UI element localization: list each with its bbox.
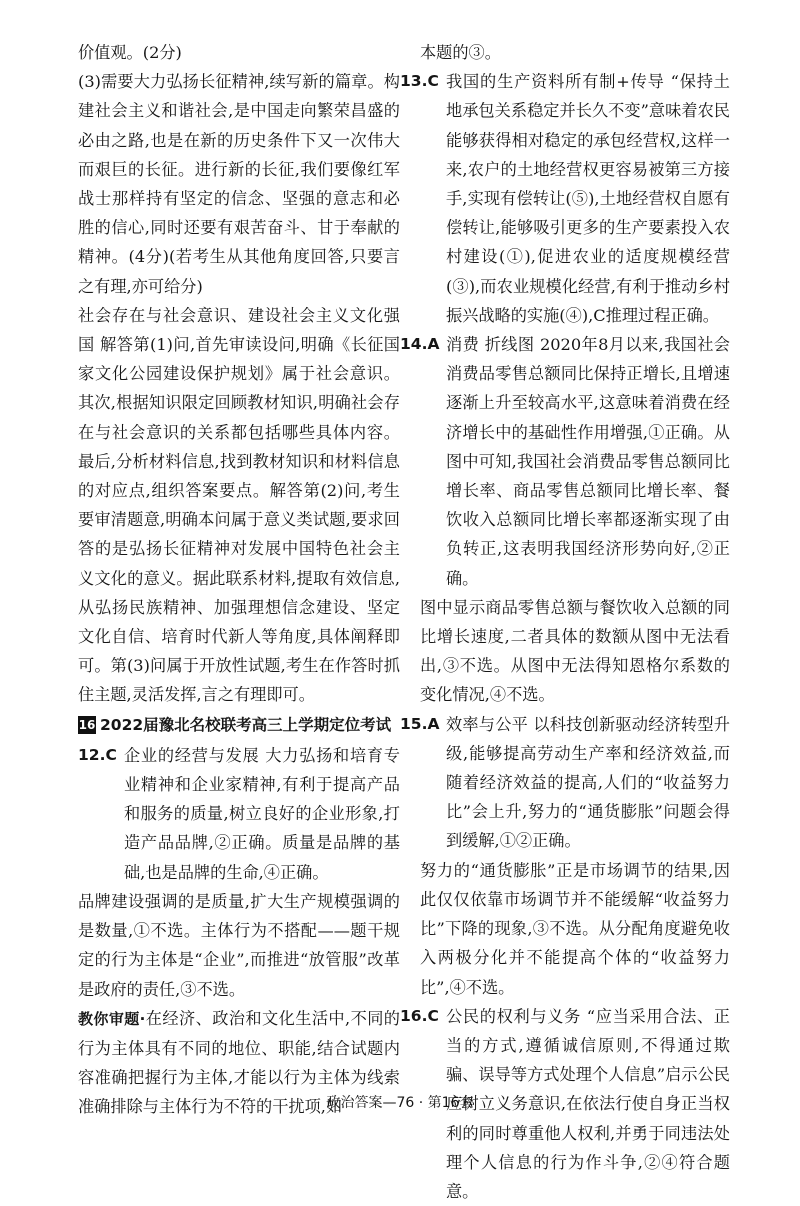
question-number: 16.C (400, 1006, 439, 1025)
question-15-extra: 努力的“通货膨胀”正是市场调节的结果,因此仅仅依靠市场调节并不能缓解“收益努力比”下降的现象,③不选。从分配角度避免收入两极分化并不能提高个体的“收益努力比”,④不选。 (420, 860, 730, 997)
question-number: 12.C (78, 745, 117, 764)
question-14 (400, 330, 730, 593)
question-13 (400, 67, 730, 330)
tip-label: 教你审题· (78, 1009, 146, 1028)
page-footer: 政治答案—76 · 第16套 (326, 1095, 474, 1111)
right-column (400, 38, 730, 1206)
question-14-extra: 图中显示商品零售总额与餐饮收入总额的同比增长速度,二者具体的数额从图中无法看出,③不选。从图中无法得知恩格尔系数的变化情况,④不选。 (420, 597, 730, 705)
section-header (78, 711, 400, 740)
answer-part-3: (3)需要大力弘扬长征精神,续写新的篇章。构建社会主义和谐社会,是中国走向繁荣昌盛的必由之路,也是在新的历史条件下又一次伟大而艰巨的长征。进行新的长征,我们要像红军战士那样持有坚定的信念、坚强的意志和必胜的信心,同时还要有艰苦奋斗、甘于奉献的精神。(4分)(若考生从其他角度回答,只要言之有理,亦可给分) (78, 72, 400, 296)
question-answer: 企业的经营与发展 大力弘扬和培育专业精神和企业家精神,有利于提高产品和服务的质量,树立良好的企业形象,打造产品品牌,②正确。质量是品牌的基础,也是品牌的生命,④正确。 (124, 745, 400, 882)
question-answer: 效率与公平 以科技创新驱动经济转型升级,能够提高劳动生产率和经济效益,而随着经济效益的提高,人们的“收益努力比”会上升,努力的“通货膨胀”问题会得到缓解,①②正确。 (446, 714, 730, 851)
question-number: 13.C (400, 72, 439, 91)
question-12 (78, 741, 400, 887)
question-number: 15.A (400, 714, 440, 733)
question-answer: 我国的生产资料所有制+传导 “保持土地承包关系稳定并长久不变”意味着农民能够获得相对稳定的承包经营权,这样一来,农户的土地经营权更容易被第三方接手,实现有偿转让(⑤),土地经营权自愿有偿转让,能够吸引更多的生产要素投入农村建设(①),促进农业的适度规模经营(③),而农业规模化经营,有利于推动乡村振兴战略的实施(④),C推理过程正确。 (446, 72, 730, 325)
section-number-badge: 16 (78, 718, 96, 733)
answer-line: 价值观。(2分) (78, 43, 182, 62)
question-number: 14.A (400, 335, 440, 354)
left-column (78, 38, 400, 1122)
question-15 (400, 710, 730, 856)
question-answer: 消费 折线图 2020年8月以来,我国社会消费品零售总额同比保持正增长,且增速逐渐上升至较高水平,这意味着消费在经济增长中的基础性作用增强,①正确。从图中可知,我国社会消费品零售总额同比增长率、商品零售总额同比增长率、餐饮收入总额同比增长率都逐渐实现了由负转正,这表明我国经济形势向好,②正确。 (446, 335, 730, 588)
continuation-line: 本题的③。 (420, 43, 501, 62)
tip-text: 在经济、政治和文化生活中,不同的行为主体具有不同的地位、职能,结合试题内容准确把握行为主体,才能以行为主体为线索准确排除与主体行为不符的干扰项,如 (78, 1008, 400, 1117)
question-12-extra: 品牌建设强调的是质量,扩大生产规模强调的是数量,①不选。主体行为不搭配——题干规定的行为主体是“企业”,而推进“放管服”改革是政府的责任,③不选。 (78, 891, 400, 999)
question-answer: 公民的权利与义务 “应当采用合法、正当的方式,遵循诚信原则,不得通过欺骗、误导等方式处理个人信息”启示公民应树立义务意识,在依法行使自身正当权利的同时尊重他人权利,并勇于同违法处理个人信息的行为作斗争,②④符合题意。 (446, 1006, 730, 1201)
analysis-paragraph: 社会存在与社会意识、建设社会主义文化强国 解答第(1)问,首先审读设问,明确《长征国家文化公园建设保护规划》属于社会意识。其次,根据知识限定回顾教材知识,明确社会存在与社会意识的关系都包括哪些具体内容。最后,分析材料信息,找到教材知识和材料信息的对应点,组织答案要点。解答第(2)问,考生要审清题意,明确本问属于意义类试题,要求回答的是弘扬长征精神对发展中国特色社会主义文化的意义。据此联系材料,提取有效信息,从弘扬民族精神、加强理想信念建设、坚定文化自信、培育时代新人等角度,具体阐释即可。第(3)问属于开放性试题,考生在作答时抓住主题,灵活发挥,言之有理即可。 (78, 305, 400, 705)
section-title: 2022届豫北名校联考高三上学期定位考试 (100, 715, 392, 734)
